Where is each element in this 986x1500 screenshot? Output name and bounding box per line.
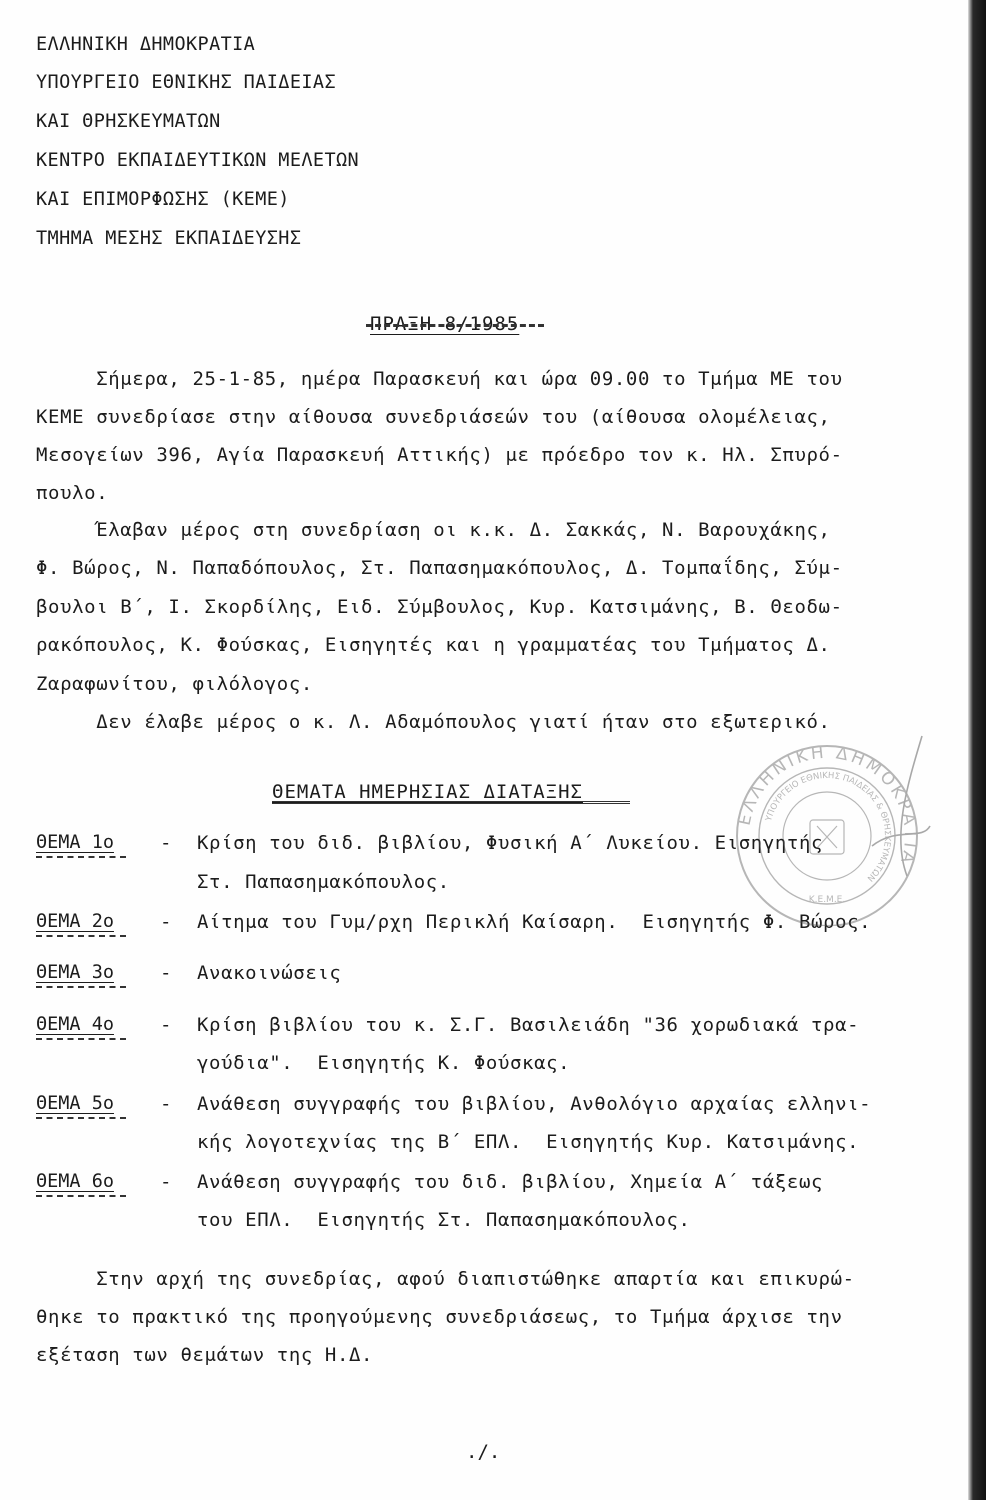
- agenda-heading-underline: [272, 801, 630, 804]
- topic-text: Κρίση βιβλίου του κ. Σ.Γ. Βασιλειάδη "36 χορωδιακά τρα-: [197, 1014, 860, 1036]
- svg-text:ΕΛΛΗΝΙΚΗ ΔΗΜΟΚΡΑΤΙΑ: [735, 743, 920, 868]
- topic-text: Ανακοινώσεις: [197, 962, 342, 984]
- topic-label: ΘΕΜΑ 2ο: [36, 911, 114, 932]
- intro-line: βουλοι Β΄, Ι. Σκορδίλης, Ειδ. Σύμβουλος, Κυρ. Κατσιμάνης, Β. Θεοδω-: [36, 596, 843, 618]
- scan-edge: [968, 0, 986, 1500]
- intro-line: Μεσογείων 396, Αγία Παρασκευή Αττικής) με πρόεδρο τον κ. Ηλ. Σπυρό-: [36, 444, 843, 466]
- topic-underline: [36, 1038, 126, 1040]
- topic-dash: -: [160, 1171, 172, 1193]
- topic-dash: -: [160, 1014, 172, 1036]
- intro-line: Έλαβαν μέρος στη συνεδρίαση οι κ.κ. Δ. Σακκάς, Ν. Βαρουχάκης,: [36, 519, 831, 541]
- topic-label: ΘΕΜΑ 5ο: [36, 1093, 114, 1114]
- header-line-2: ΥΠΟΥΡΓΕΙΟ ΕΘΝΙΚΗΣ ΠΑΙΔΕΙΑΣ: [36, 72, 336, 93]
- intro-line: πουλο.: [36, 482, 109, 504]
- agenda-heading: ΘΕΜΑΤΑ ΗΜΕΡΗΣΙΑΣ ΔΙΑΤΑΞΗΣ: [272, 781, 583, 803]
- topic-dash: -: [160, 832, 172, 854]
- topic-dash: -: [160, 1093, 172, 1115]
- intro-line: Δεν έλαβε μέρος ο κ. Λ. Αδαμόπουλος γιατί ήταν στο εξωτερικό.: [36, 711, 831, 733]
- topic-text: Αίτημα του Γυμ/ρχη Περικλή Καίσαρη. Εισηγητής Φ. Βώρος.: [197, 911, 872, 933]
- header-line-4: ΚΕΝΤΡΟ ΕΚΠΑΙΔΕΥΤΙΚΩΝ ΜΕΛΕΤΩΝ: [36, 150, 360, 171]
- seal-inner-text: ΥΠΟΥΡΓΕΙΟ ΕΘΝΙΚΗΣ ΠΑΙΔΕΙΑΣ & ΘΡΗΣΚΕΥΜΑΤΩΝ: [764, 770, 893, 884]
- topic-underline: [36, 935, 126, 937]
- official-seal-stamp: [722, 726, 932, 926]
- topic-underline: [36, 1195, 126, 1197]
- topic-text: γούδια". Εισηγητής Κ. Φούσκας.: [197, 1052, 571, 1074]
- closing-line: θηκε το πρακτικό της προηγούμενης συνεδριάσεως, το Τμήμα άρχισε την: [36, 1306, 843, 1328]
- header-line-5: ΚΑΙ ΕΠΙΜΟΡΦΩΣΗΣ (ΚΕΜΕ): [36, 189, 290, 210]
- document-title: ΠΡΑΞΗ 8/1985: [370, 313, 520, 335]
- topic-underline: [36, 986, 126, 988]
- topic-label: ΘΕΜΑ 4ο: [36, 1014, 114, 1035]
- seal-bottom-text: Κ.Ε.Μ.Ε.: [808, 895, 846, 905]
- topic-text: Κρίση του διδ. βιβλίου, Φυσική Α΄ Λυκείου. Εισηγητής: [197, 832, 824, 854]
- closing-line: εξέταση των θεμάτων της Η.Δ.: [36, 1344, 374, 1366]
- topic-text: Ανάθεση συγγραφής του βιβλίου, Ανθολόγιο αρχαίας ελληνι-: [197, 1093, 872, 1115]
- svg-text:ΥΠΟΥΡΓΕΙΟ ΕΘΝΙΚΗΣ ΠΑΙΔΕΙΑΣ & Θ: [764, 771, 892, 883]
- header-line-3: ΚΑΙ ΘΡΗΣΚΕΥΜΑΤΩΝ: [36, 111, 221, 132]
- topic-label: ΘΕΜΑ 6ο: [36, 1171, 114, 1192]
- intro-line: Ζαραφωνίτου, φιλόλογος.: [36, 673, 313, 695]
- page-marker: ./.: [466, 1441, 501, 1463]
- intro-line: ρακόπουλος, Κ. Φούσκας, Εισηγητές και η γραμματέας του Τμήματος Δ.: [36, 634, 831, 656]
- topic-text: Ανάθεση συγγραφής του διδ. βιβλίου, Χημεία Α΄ τάξεως: [197, 1171, 824, 1193]
- topic-underline: [36, 1117, 126, 1119]
- seal-outer-text: ΕΛΛΗΝΙΚΗ ΔΗΜΟΚΡΑΤΙΑ: [734, 742, 921, 869]
- intro-line: Σήμερα, 25-1-85, ημέρα Παρασκευή και ώρα 09.00 το Τμήμα ΜΕ του: [36, 368, 843, 390]
- topic-dash: -: [160, 962, 172, 984]
- intro-line: Φ. Βώρος, Ν. Παπαδόπουλος, Στ. Παπασημακόπουλος, Δ. Τομπαΐδης, Σύμ-: [36, 557, 843, 579]
- topic-label: ΘΕΜΑ 1ο: [36, 832, 114, 853]
- header-line-1: ΕΛΛΗΝΙΚΗ ΔΗΜΟΚΡΑΤΙΑ: [36, 34, 256, 55]
- topic-dash: -: [160, 911, 172, 933]
- title-underline: [366, 324, 544, 327]
- topic-underline: [36, 856, 126, 858]
- topic-text: Στ. Παπασημακόπουλος.: [197, 871, 450, 893]
- intro-line: ΚΕΜΕ συνεδρίασε στην αίθουσα συνεδριάσεών του (αίθουσα ολομέλειας,: [36, 406, 831, 428]
- topic-text: κής λογοτεχνίας της Β΄ ΕΠΛ. Εισηγητής Κυρ. Κατσιμάνης.: [197, 1131, 860, 1153]
- header-line-6: ΤΜΗΜΑ ΜΕΣΗΣ ΕΚΠΑΙΔΕΥΣΗΣ: [36, 228, 302, 249]
- topic-label: ΘΕΜΑ 3ο: [36, 962, 114, 983]
- closing-line: Στην αρχή της συνεδρίας, αφού διαπιστώθηκε απαρτία και επικυρώ-: [36, 1268, 855, 1290]
- topic-text: του ΕΠΛ. Εισηγητής Στ. Παπασημακόπουλος.: [197, 1209, 691, 1231]
